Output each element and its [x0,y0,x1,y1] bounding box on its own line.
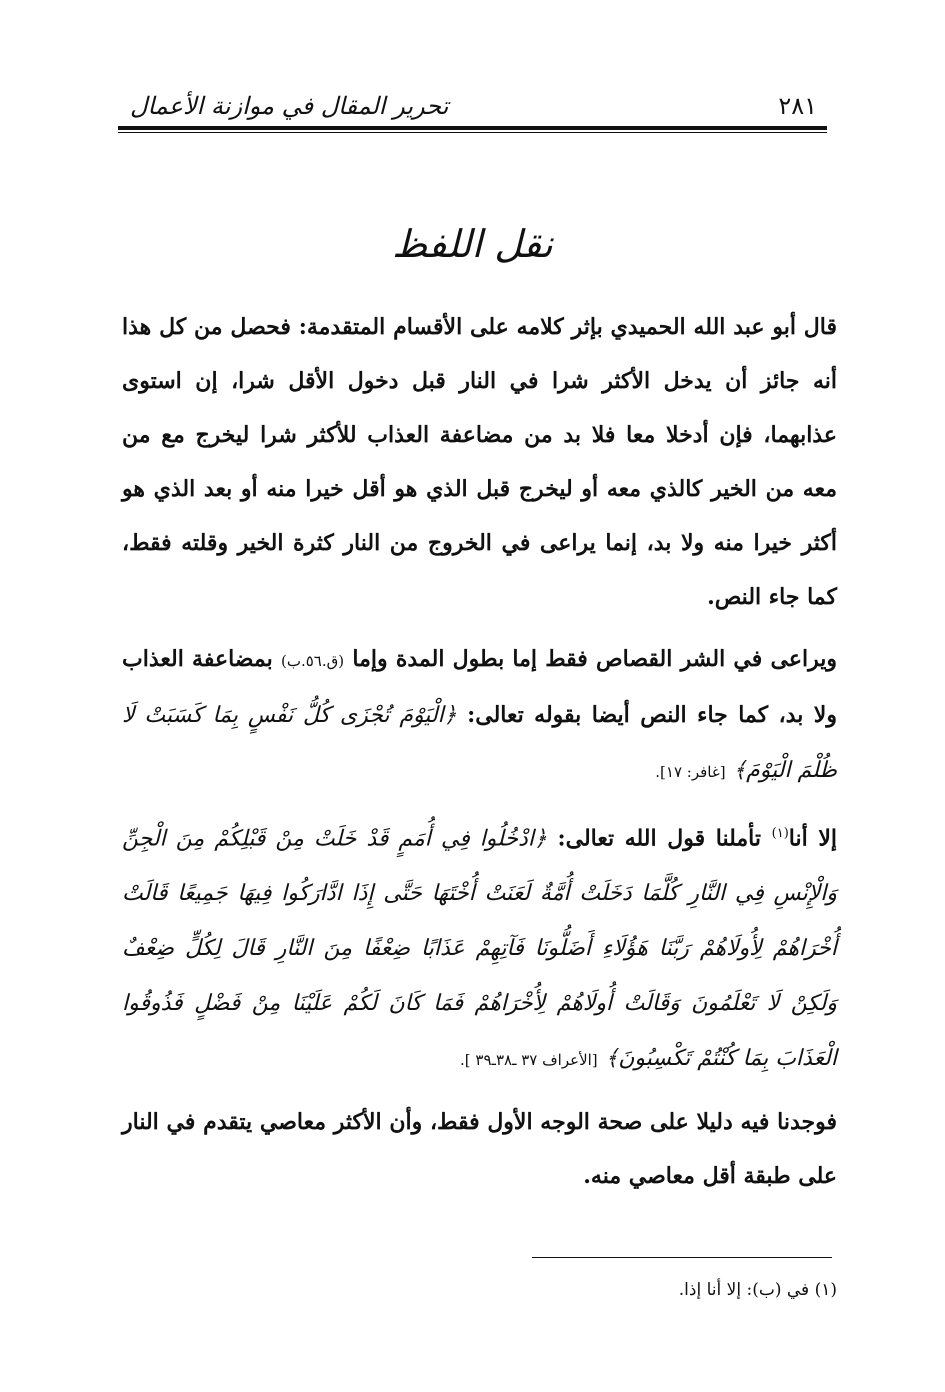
header-book-title: تحرير المقال في موازنة الأعمال [130,92,449,120]
manuscript-folio-marker: (ق.٥٦.ب) [280,652,345,670]
page-number: ٢٨١ [778,92,817,120]
paragraph-1-text: قال أبو عبد الله الحميدي بإثر كلامه على الأقسام المتقدمة: فحصل من كل هذا أنه جائز أن يدخل الأكثر شرا في النار قبل دخول الأقل شرا، إن استوى عذابهما، فإن أدخلا معا فلا بد من مضاعفة العذاب للأكثر شرا ليخرج مع من معه من الخير كالذي معه أو ليخرج قبل الذي هو أقل خيرا منه أو بعد الذي هو أكثر خيرا منه ولا بد، إنما يراعى في الخروج من النار كثرة الخير وقلته فقط، كما جاء النص. [122,314,837,610]
footnote [679,1280,837,1300]
footnote-text: في (ب): إلا أنا إذا. [678,1280,810,1300]
paragraph-3 [122,807,837,1087]
footnote-marker[interactable]: (١) [771,826,789,841]
paragraph-1 [122,300,837,624]
page-body [122,300,837,1203]
paragraph-2-middle: بمضاعفة العذاب ولا بد، كما جاء النص أيضا بقوله تعالى: [122,646,837,728]
paragraph-4 [122,1095,837,1203]
paragraph-3-before: إلا أنا [788,825,837,852]
paragraph-2 [122,632,837,799]
quran-verse-ghafir: ﴿الْيَوْمَ تُجْزَى كُلُّ نَفْسٍ بِمَا كَسَبَتْ لَا ظُلْمَ الْيَوْمَ﴾ [122,703,837,783]
footnote-separator [532,1257,832,1258]
footnote-number: (١) [814,1280,837,1300]
verse-reference-araf: [الأعراف ٣٧ ـ٣٨ـ٣٩ ]. [460,1051,598,1070]
quran-verse-araf: ﴿ادْخُلُوا فِي أُمَمٍ قَدْ خَلَتْ مِنْ قَبْلِكُمْ مِنَ الْجِنِّ وَالْإِنْسِ فِي النَّارِ كُلَّمَا دَخَلَتْ أُمَّةٌ لَعَنَتْ أُخْتَهَا حَتَّى إِذَا ادَّارَكُوا فِيهَا جَمِيعًا قَالَتْ أُخْرَاهُمْ لِأُولَاهُمْ رَبَّنَا هَؤُلَاءِ أَضَلُّونَا فَآتِهِمْ عَذَابًا ضِعْفًا مِنَ النَّارِ قَالَ لِكُلٍّ ضِعْفٌ وَلَكِنْ لَا تَعْلَمُونَ وَقَالَتْ أُولَاهُمْ لِأُخْرَاهُمْ فَمَا كَانَ لَكُمْ عَلَيْنَا مِنْ فَضْلٍ فَذُوقُوا الْعَذَابَ بِمَا كُنْتُمْ تَكْسِبُونَ﴾ [122,826,837,1072]
header-rule-thin [118,132,827,133]
paragraph-4-text: فوجدنا فيه دليلا على صحة الوجه الأول فقط، وأن الأكثر معاصي يتقدم في النار على طبقة أقل معاصي منه. [122,1109,837,1190]
paragraph-3-middle: تأملنا قول الله تعالى: [557,825,761,852]
header-rule-thick [118,126,827,130]
paragraph-2-before: ويراعى في الشر القصاص فقط إما بطول المدة وإما [352,646,837,672]
verse-reference-ghafir: [غافر: ١٧]. [655,763,726,781]
section-title: نقل اللفظ [392,222,553,266]
